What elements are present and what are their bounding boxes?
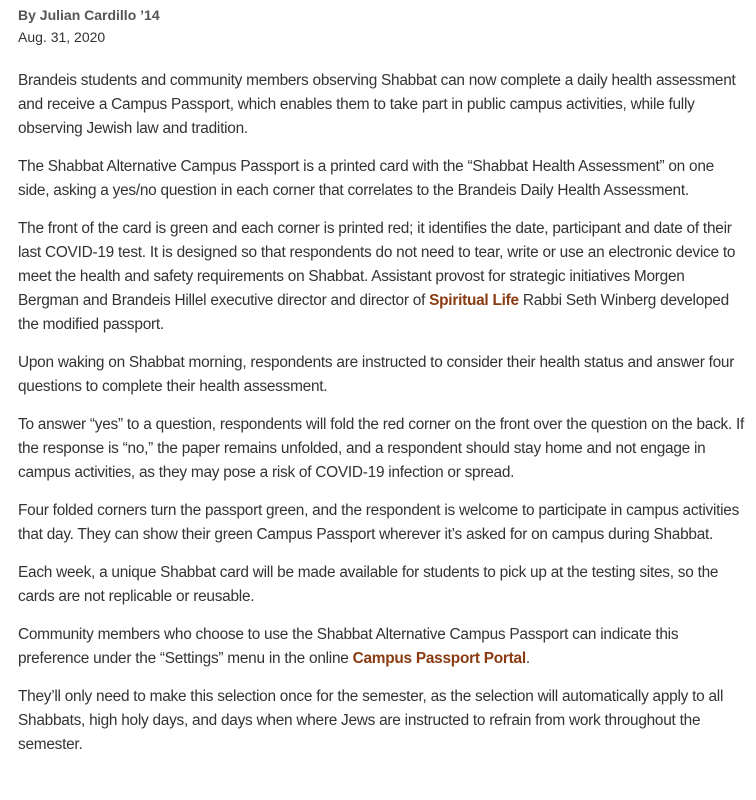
paragraph-card-description: The Shabbat Alternative Campus Passport is a printed card with the “Shabbat Health Assessment” on one side, asking a yes/no question in each corner that correlates to the Brandeis Daily Health Assessment. <box>18 158 714 199</box>
campus-passport-portal-link[interactable]: Campus Passport Portal <box>352 650 526 667</box>
paragraph-weekly-card: Each week, a unique Shabbat card will be made available for students to pick up at the testing sites, so the cards are not replicable or reusable. <box>18 564 719 605</box>
paragraph-answer-instructions: To answer “yes” to a question, respondents will fold the red corner on the front over the question on the back. If the response is “no,” the paper remains unfolded, and a respondent should stay home and not engage in campus activities, as they may pose a risk of COVID-19 infection or spread. <box>18 416 745 481</box>
paragraph-text: . <box>525 650 530 667</box>
paragraph-semester-selection: They’ll only need to make this selection once for the semester, as the selection will automatically apply to all Shabbats, high holy days, and days when where Jews are instructed to refrain from work throughout the semester. <box>18 688 724 753</box>
paragraph-portal-settings <box>18 623 748 671</box>
article-date: Aug. 31, 2020 <box>18 29 106 45</box>
article-body <box>18 69 748 771</box>
paragraph-four-corners: Four folded corners turn the passport green, and the respondent is welcome to participate in campus activities that day. They can show their green Campus Passport wherever it’s asked for on campus during Shabbat. <box>18 502 740 543</box>
paragraph-text: Community members who choose to use the Shabbat Alternative Campus Passport can indicate this preference under the “Settings” menu in the online <box>18 626 679 667</box>
article-byline: By Julian Cardillo ’14 <box>18 7 160 23</box>
paragraph-morning-instructions: Upon waking on Shabbat morning, respondents are instructed to consider their health status and answer four questions to complete their health assessment. <box>18 354 735 395</box>
paragraph-text: Rabbi Seth Winberg developed the modified passport. <box>18 292 729 333</box>
spiritual-life-link[interactable]: Spiritual Life <box>429 292 519 309</box>
paragraph-intro: Brandeis students and community members observing Shabbat can now complete a daily health assessment and receive a Campus Passport, which enables them to take part in public campus activities, while fully observing Jewish law and tradition. <box>18 72 736 137</box>
paragraph-card-front <box>18 217 748 337</box>
paragraph-text: The front of the card is green and each corner is printed red; it identifies the date, participant and date of their last COVID-19 test. It is designed so that respondents do not need to tear, write or use an electronic device to meet the health and safety requirements on Shabbat. Assistant provost for strategic initiatives Morgen Bergman and Brandeis Hillel executive director and director of <box>18 220 736 309</box>
